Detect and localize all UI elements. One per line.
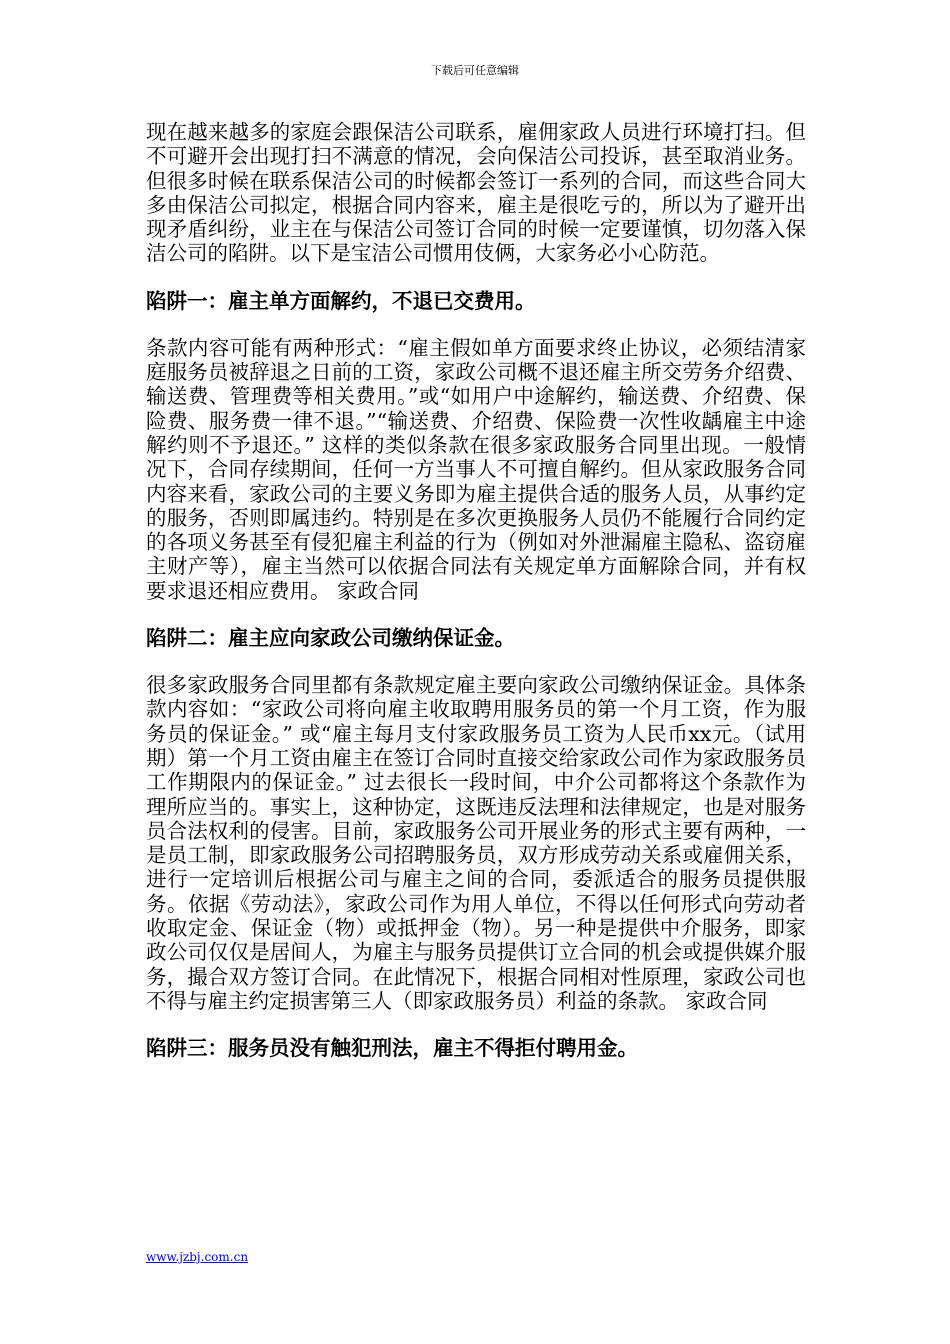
page-header: 下载后可任意编辑 bbox=[431, 64, 519, 77]
section-heading-3: 陷阱三：服务员没有触犯刑法，雇主不得拒付聘用金。 bbox=[146, 1036, 638, 1061]
section-paragraph-2: 很多家政服务合同里都有条款规定雇主要向家政公司缴纳保证金。具体条款内容如：“家政公司将向雇主收取聘用服务员的第一个月工资，作为服务员的保证金。” 或“雇主每月支付家政服务员工资为人民币xx元。（试用期）第一个月工资由雇主在签订合同时直接交给家政公司作为家政服务员工作期限内的保证金。” 过去很长一段时间，中介公司都将这个条款作为理所应当的。事实上，这种协定，这既违反法理和法律规定，也是对服务员合法权利的侵害。目前，家政服务公司开展业务的形式主要有两种，一是员工制，即家政服务公司招聘服务员，双方形成劳动关系或雇佣关系，进行一定培训后根据公司与雇主之间的合同，委派适合的服务员提供服务。依据《劳动法》，家政公司作为用人单位，不得以任何形式向劳动者收取定金、保证金（物）或抵押金（物）。另一种是提供中介服务，即家政公司仅仅是居间人，为雇主与服务员提供订立合同的机会或提供媒介服务，撮合双方签订合同。在此情况下，根据合同相对性原理，家政公司也不得与雇主约定损害第三人（即家政服务员）利益的条款。 家政合同 bbox=[146, 673, 806, 1013]
document-body bbox=[146, 120, 806, 1083]
section-heading-1: 陷阱一：雇主单方面解约，不退已交费用。 bbox=[146, 288, 536, 313]
section-heading-2: 陷阱二：雇主应向家政公司缴纳保证金。 bbox=[146, 626, 515, 651]
intro-paragraph: 现在越来越多的家庭会跟保洁公司联系，雇佣家政人员进行环境打扫。但不可避开会出现打扫不满意的情况，会向保洁公司投诉，甚至取消业务。但很多时候在联系保洁公司的时候都会签订一系列的合同，而这些合同大多由保洁公司拟定，根据合同内容来，雇主是很吃亏的，所以为了避开出现矛盾纠纷，业主在与保洁公司签订合同的时候一定要谨慎，切勿落入保洁公司的陷阱。以下是宝洁公司惯用伎俩，大家务必小心防范。 bbox=[146, 120, 806, 266]
footer-link[interactable]: www.jzbj.com.cn bbox=[146, 1250, 249, 1264]
section-paragraph-1: 条款内容可能有两种形式：“雇主假如单方面要求终止协议，必须结清家庭服务员被辞退之日前的工资，家政公司概不退还雇主所交劳务介绍费、输送费、管理费等相关费用。”或“如用户中途解约，输送费、介绍费、保险费、服务费一律不退。”“输送费、介绍费、保险费一次性收龋雇主中途解约则不予退还。” 这样的类似条款在很多家政服务合同里出现。一般情况下，合同存续期间，任何一方当事人不可擅自解约。但从家政服务合同内容来看，家政公司的主要义务即为雇主提供合适的服务人员，从事约定的服务，否则即属违约。特别是在多次更换服务人员仍不能履行合同约定的各项义务甚至有侵犯雇主利益的行为（例如对外泄漏雇主隐私、盗窃雇主财产等），雇主当然可以依据合同法有关规定单方面解除合同，并有权要求退还相应费用。 家政合同 bbox=[146, 335, 806, 603]
